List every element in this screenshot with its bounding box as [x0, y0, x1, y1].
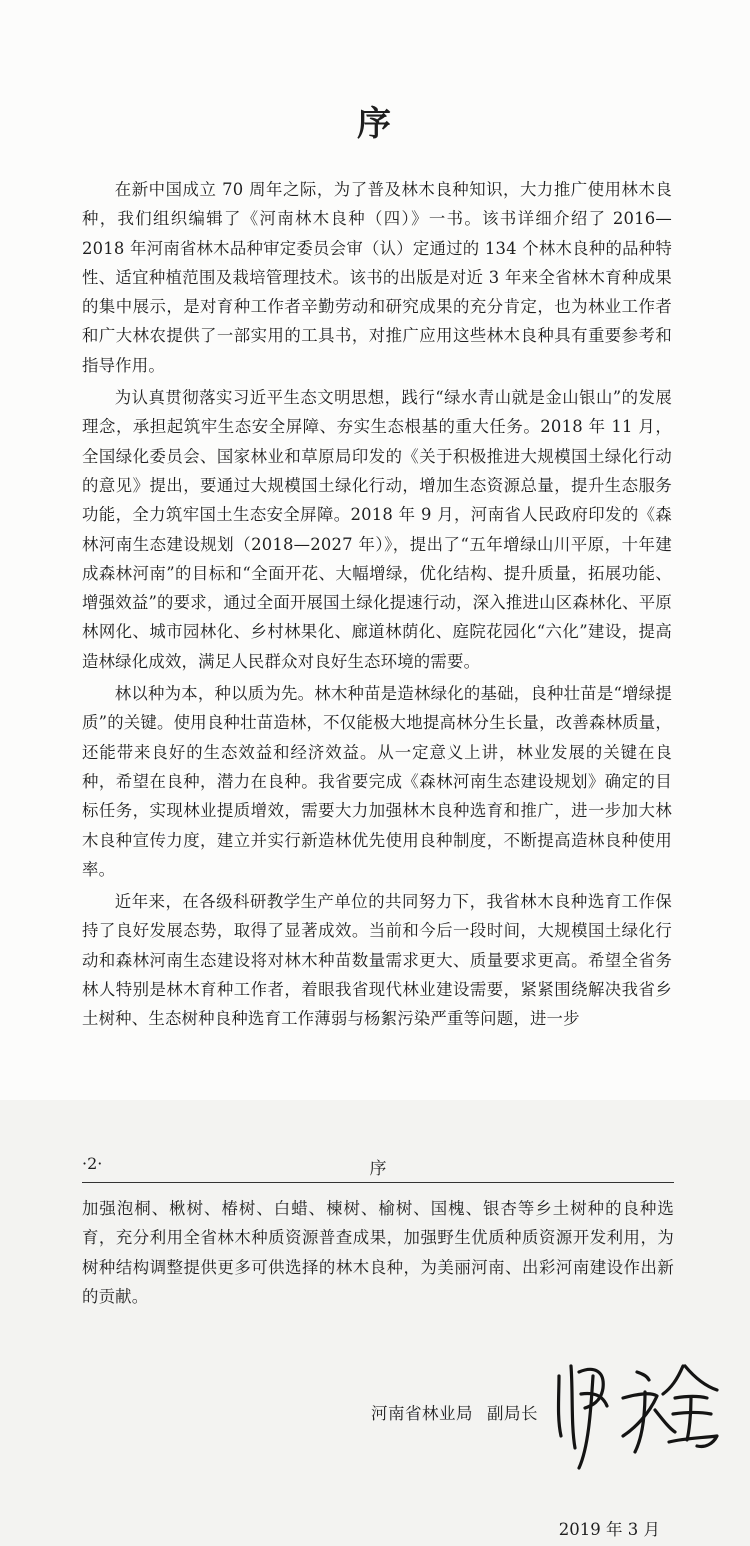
- paragraph-4: 近年来，在各级科研教学生产单位的共同努力下，我省林木良种选育工作保持了良好发展态势，取得了显著成效。当前和今后一段时间，大规模国土绿化行动和森林河南生态建设将对林木种苗数量需求更大、质量要求更高。希望全省务林人特别是林木育种工作者，着眼我省现代林业建设需要，紧紧围绕解决我省乡土树种、生态树种良种选育工作薄弱与杨絮污染严重等问题，进一步: [82, 892, 672, 1029]
- page-two: [0, 1100, 750, 1546]
- page-number: ·2·: [82, 1154, 103, 1173]
- preface-body-continued: [82, 1194, 674, 1314]
- handwritten-signature: [545, 1336, 725, 1476]
- paragraph-1: 在新中国成立 70 周年之际，为了普及林木良种知识，大力推广使用林木良种，我们组织编辑了《河南林木良种（四）》一书。该书详细介绍了 2016—2018 年河南省林木品种审定委员会审（认）定通过的 134 个林木良种的品种特性、适宜种植范围及栽培管理技术。该书的出版是对近 3 年来全省林木育种成果的集中展示，是对育种工作者辛勤劳动和研究成果的充分肯定，也为林业工作者和广大林农提供了一部实用的工具书，对推广应用这些林木良种具有重要参考和指导作用。: [82, 180, 672, 375]
- running-header: [82, 1152, 674, 1183]
- signature-date: 2019 年 3 月: [558, 1520, 660, 1539]
- paragraph-2: 为认真贯彻落实习近平生态文明思想，践行“绿水青山就是金山银山”的发展理念，承担起筑牢生态安全屏障、夯实生态根基的重大任务。2018 年 11 月，全国绿化委员会、国家林业和草原局印发的《关于积极推进大规模国土绿化行动的意见》提出，要通过大规模国土绿化行动，增加生态资源总量，提升生态服务功能，全力筑牢国土生态安全屏障。2018 年 9 月，河南省人民政府印发的《森林河南生态建设规划（2018—2027 年）》，提出了“五年增绿山川平原，十年建成森林河南”的目标和“全面开花、大幅增绿，优化结构、提升质量，拓展功能、增强效益”的要求，通过全面开展国土绿化提速行动，深入推进山区森林化、平原林网化、城市园林化、乡村林果化、廊道林荫化、庭院花园化“六化”建设，提高造林绿化成效，满足人民群众对良好生态环境的需要。: [82, 388, 672, 671]
- paragraph-5: 加强泡桐、楸树、椿树、白蜡、楝树、榆树、国槐、银杏等乡土树种的良种选育，充分利用全省林木种质资源普查成果，加强野生优质种质资源开发利用，为树种结构调整提供更多可供选择的林木良种，为美丽河南、出彩河南建设作出新的贡献。: [82, 1199, 674, 1306]
- running-title: 序: [369, 1159, 387, 1179]
- preface-title: 序: [357, 104, 393, 144]
- paragraph-3: 林以种为本，种以质为先。林木种苗是造林绿化的基础，良种壮苗是“增绿提质”的关键。使用良种壮苗造林，不仅能极大地提高林分生长量，改善森林质量，还能带来良好的生态效益和经济效益。从一定意义上讲，林业发展的关键在良种，希望在良种，潜力在良种。我省要完成《森林河南生态建设规划》确定的目标任务，实现林业提质增效，需要大力加强林木良种选育和推广，进一步加大林木良种宣传力度，建立并实行新造林优先使用良种制度，不断提高造林良种使用率。: [82, 684, 672, 879]
- preface-body: [82, 175, 672, 1037]
- signatory-position: 副局长: [487, 1404, 538, 1423]
- signatory-organization: 河南省林业局: [371, 1404, 473, 1423]
- signature-line: [371, 1400, 538, 1424]
